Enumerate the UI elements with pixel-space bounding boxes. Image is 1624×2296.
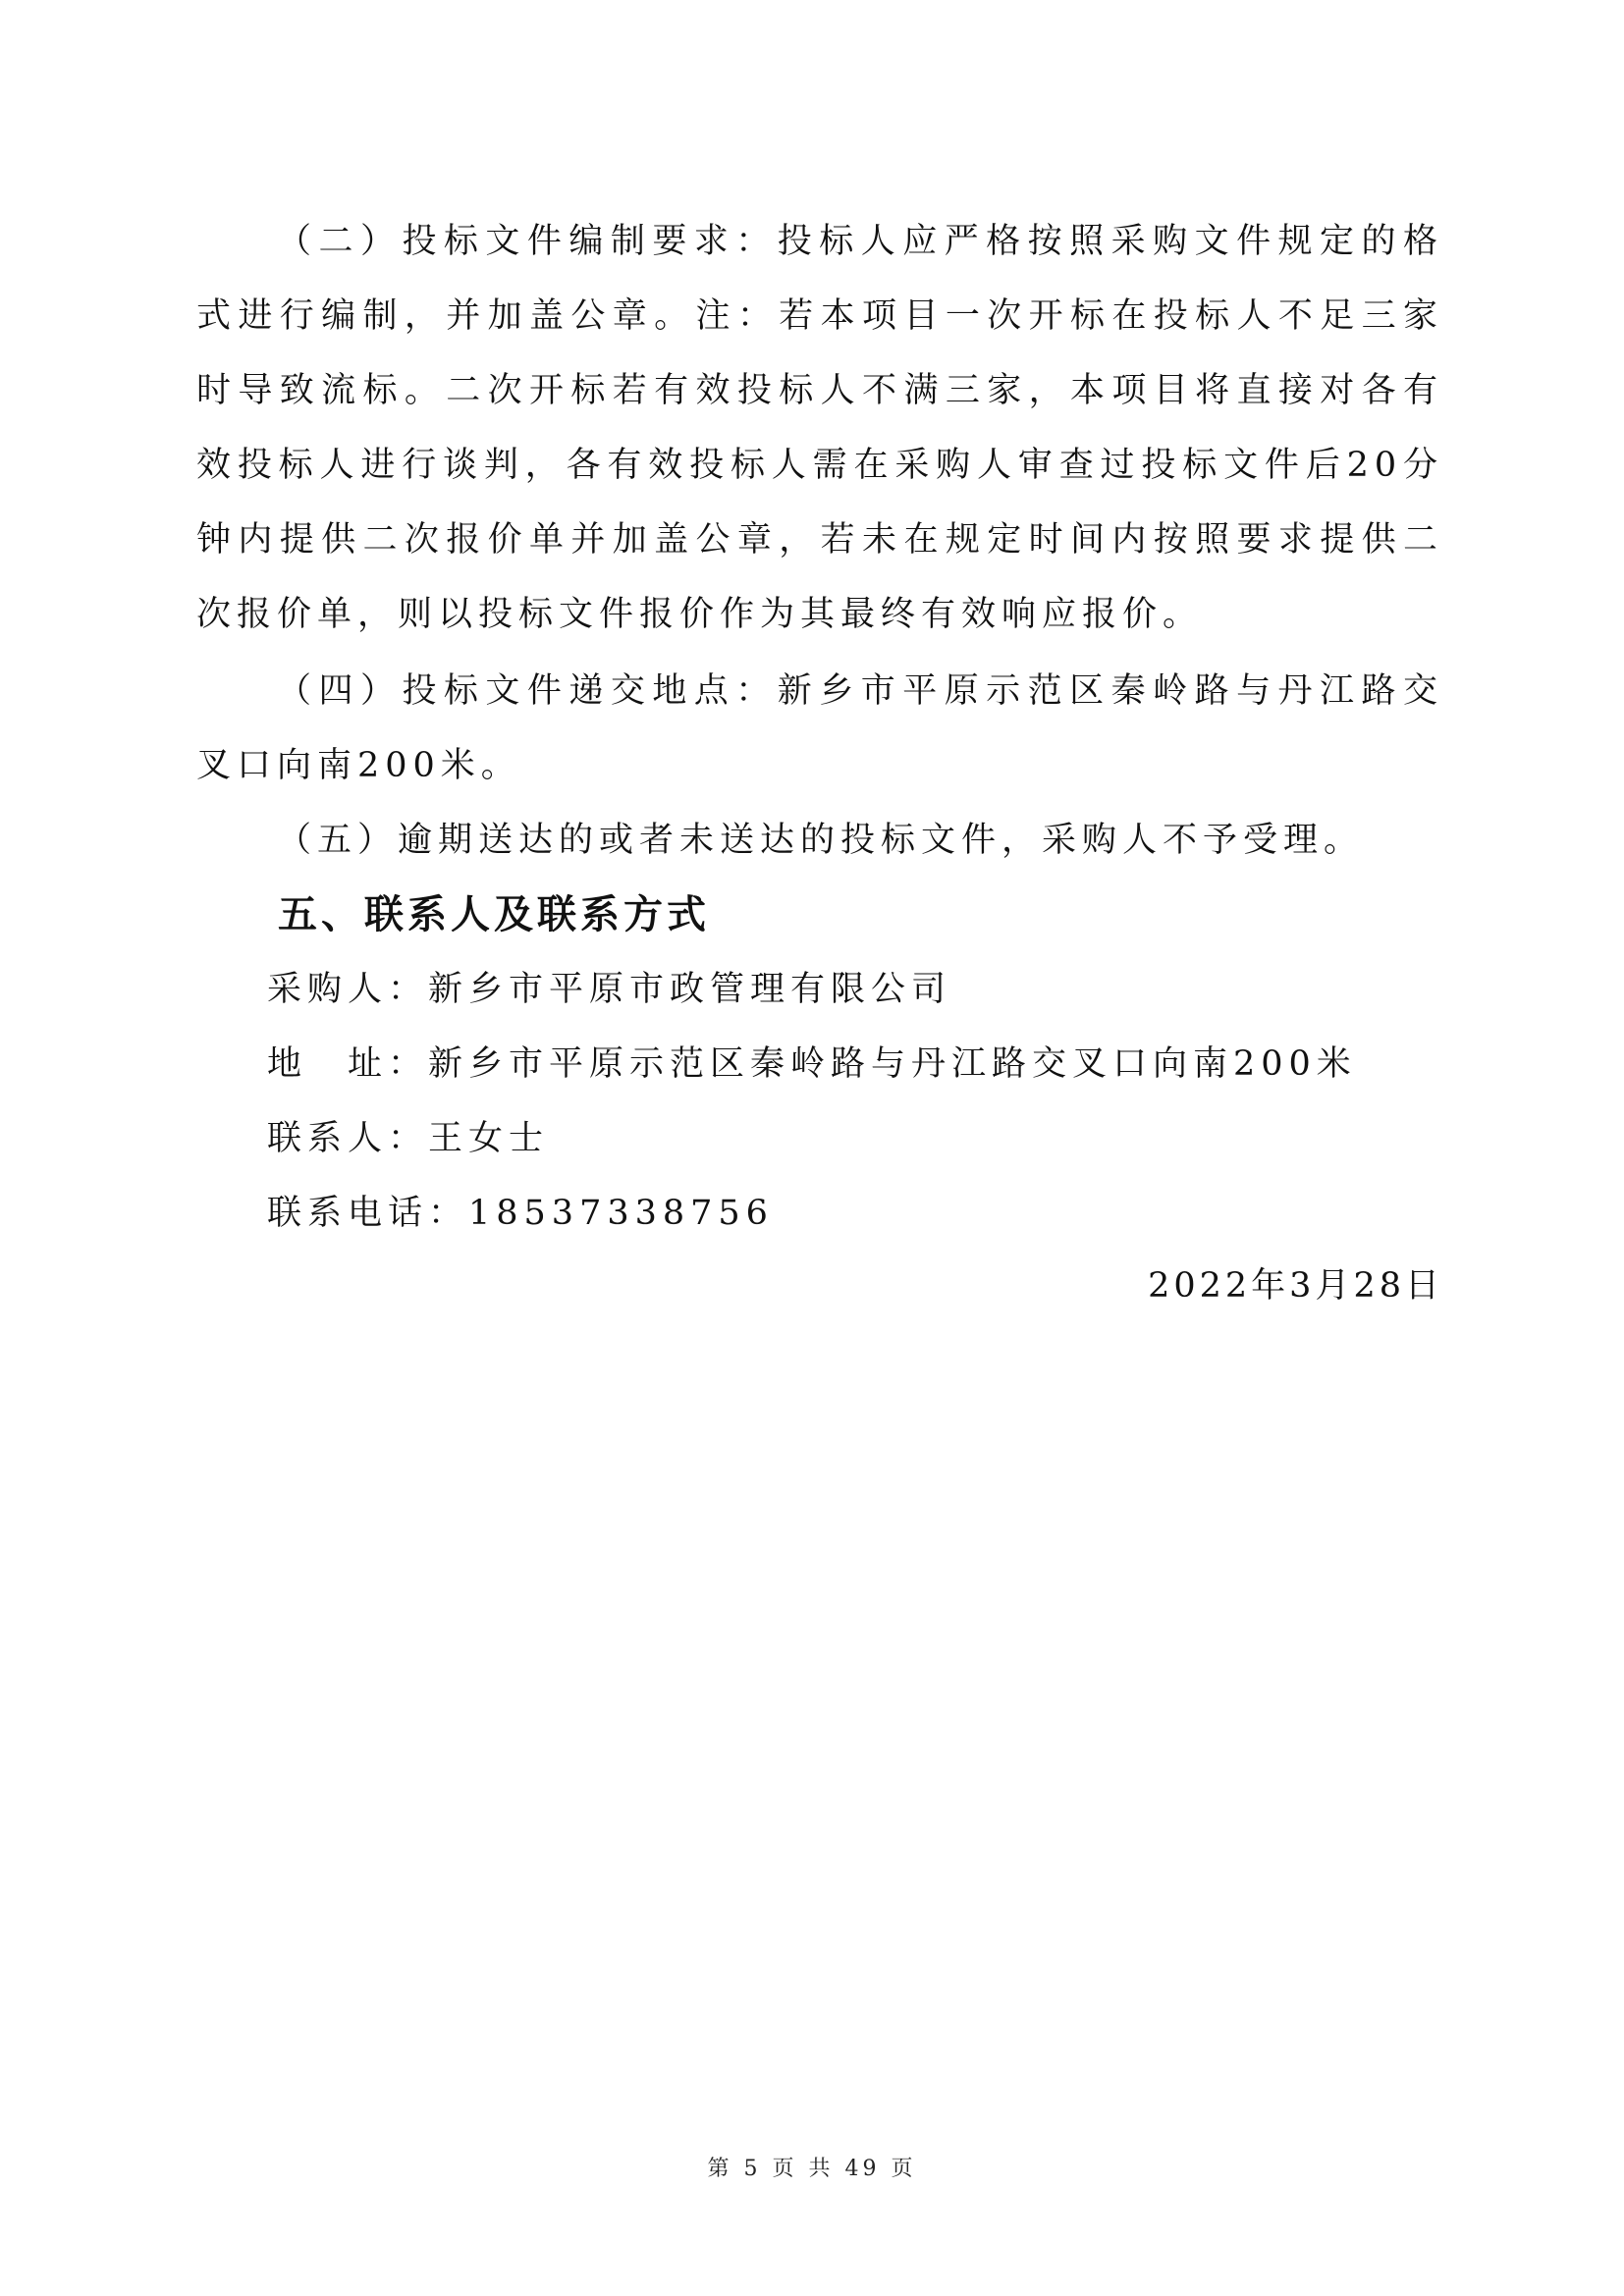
- page-number-footer: 第 5 页 共 49 页: [707, 2157, 917, 2181]
- paragraph-late-submission: （五）逾期送达的或者未送达的投标文件，采购人不予受理。: [277, 821, 1365, 860]
- contact-phone: 联系电话：18537338756: [267, 1194, 774, 1233]
- paragraph-submission-location: （四）投标文件递交地点：新乡市平原示范区秦岭路与丹江路交叉口向南200米。: [196, 671, 1443, 785]
- contact-purchaser: 采购人：新乡市平原市政管理有限公司: [267, 970, 952, 1009]
- contact-address: 地 址：新乡市平原示范区秦岭路与丹江路交叉口向南200米: [267, 1044, 1357, 1084]
- section-heading-contacts: 五、联系人及联系方式: [278, 892, 710, 937]
- document-date: 2022年3月28日: [1148, 1266, 1443, 1306]
- contact-person: 联系人：王女士: [267, 1119, 550, 1158]
- paragraph-bid-document-requirements: （二）投标文件编制要求：投标人应严格按照采购文件规定的格式进行编制，并加盖公章。注：若本项目一次开标在投标人不足三家时导致流标。二次开标若有效投标人不满三家，本项目将直接对各有效投标人进行谈判，各有效投标人需在采购人审查过投标文件后20分钟内提供二次报价单并加盖公章，若未在规定时间内按照要求提供二次报价单，则以投标文件报价作为其最终有效响应报价。: [196, 222, 1443, 634]
